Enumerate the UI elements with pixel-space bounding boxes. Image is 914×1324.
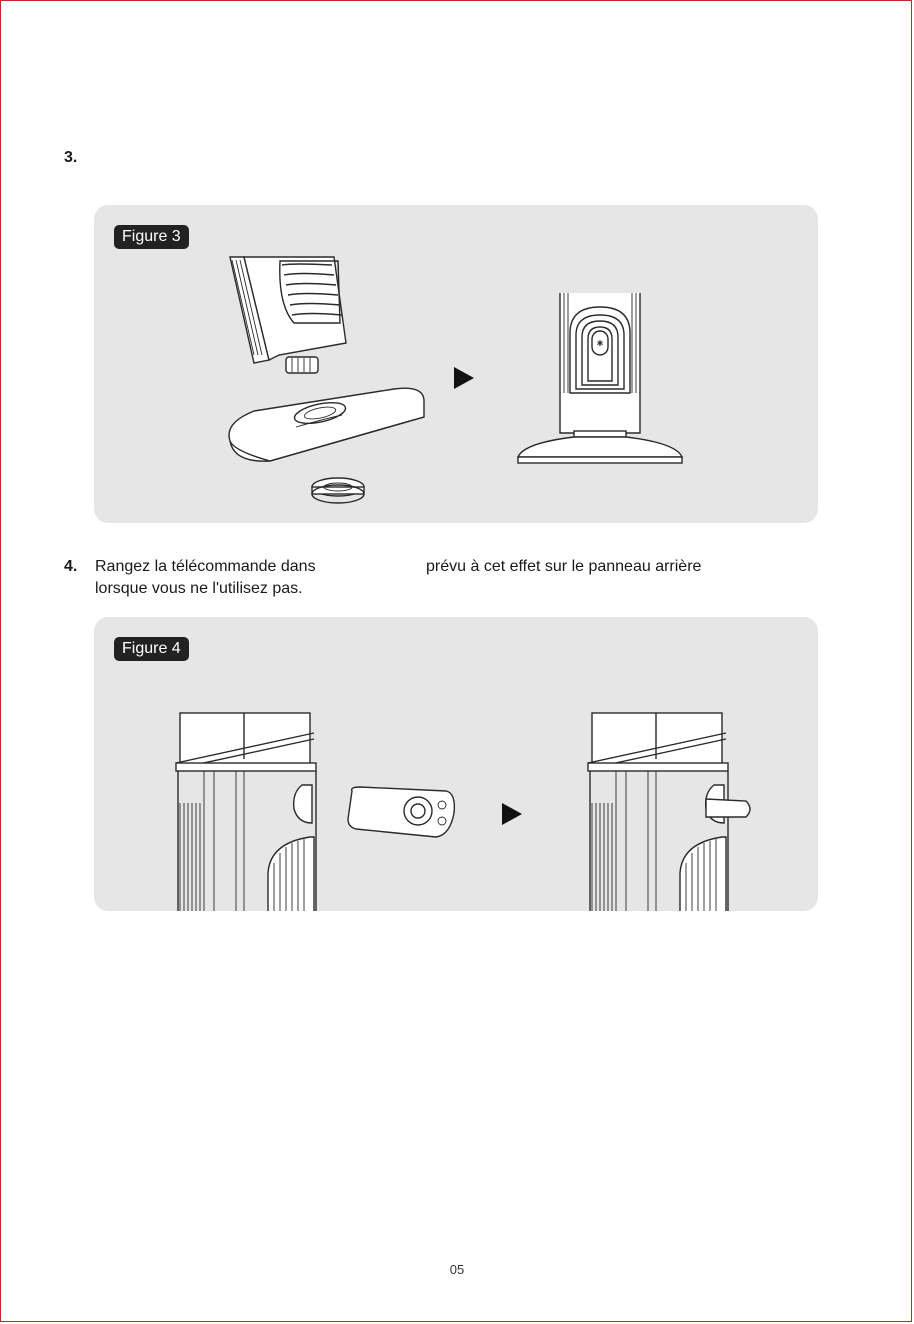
play-arrow-icon: [452, 365, 476, 391]
locking-nut: [312, 478, 364, 503]
step-3-number: 3.: [64, 149, 78, 166]
figure-4-panel: [94, 617, 818, 911]
fan-base-disc: [229, 388, 424, 461]
step-4-number: 4.: [64, 558, 78, 575]
play-arrow-icon: [500, 801, 524, 827]
fan-body-tilted: [230, 257, 346, 373]
step-4-text-line1-part1: Rangez la télécommande dans: [95, 558, 316, 575]
figure-4-label: Figure 4: [114, 637, 189, 661]
step-4-text-line2: lorsque vous ne l'utilisez pas.: [95, 580, 303, 597]
remote-control-illustration: [346, 785, 458, 839]
assembled-fan-illustration: [514, 293, 694, 468]
step-4-text-line1-part2: prévu à cet effet sur le panneau arrière: [426, 558, 702, 575]
svg-text:✱: ✱: [596, 339, 604, 348]
fan-base-assembly-illustration: [94, 205, 818, 523]
page-number: 05: [449, 1262, 465, 1277]
figure-3-panel: [94, 205, 818, 523]
fan-rear-with-remote-illustration: [586, 713, 766, 911]
figure-3-label: Figure 3: [114, 225, 189, 249]
fan-rear-empty-illustration: [174, 713, 334, 911]
